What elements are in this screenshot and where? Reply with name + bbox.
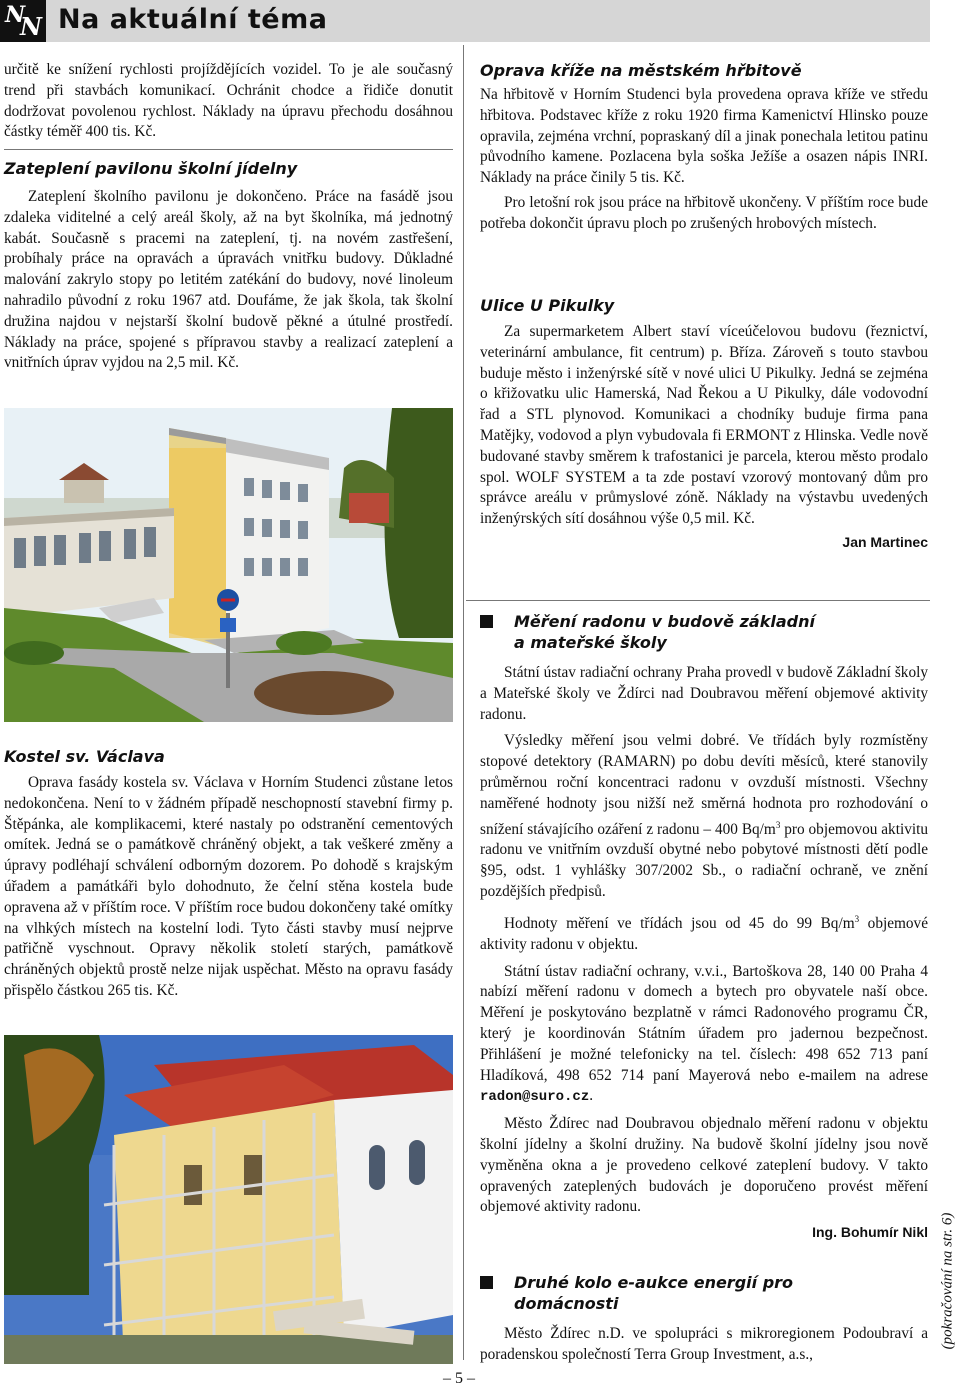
text-run: Hodnoty měření ve třídách jsou od 45 do 99 Bq/m: [504, 914, 855, 932]
article-title: Zateplení pavilonu školní jídelny: [4, 159, 298, 178]
section-header: [0, 0, 930, 42]
text-run: pro objemovou aktivitu radonu ve vnitřním ovzduší obytné nebo pobytové místnosti dětí podle §95, odst. 1 vyhlášky 307/2002 Sb., o radiační ochraně, ve znění pozdějších předpisů.: [480, 820, 929, 901]
school-photo: [4, 408, 453, 722]
article-paragraph: Město Ždírec n.D. ve spolupráci s mikroregionem Podoubraví a poradenskou společností Terra Group Investment, a.s.,: [480, 1325, 928, 1363]
article-radon: [480, 611, 928, 1243]
page-number: – 5 –: [443, 1370, 475, 1387]
eaukce-heading: [480, 1272, 928, 1314]
article-paragraph: Zateplení školního pavilonu je dokončeno. Práce na fasádě jsou zdaleka viditelné a celý areál školy, až na byt školníka, má jednotný kabát. Současně s pracemi na zateplení, tj. na novém zastřešení, probíhaly práce na opravách a úpravách vnitřku budovy. Důkladné malování zakrylo stopy po letitém zatékání do budovy, nové linoleum nahradilo původní z roku 1967 atd. Doufáme, že jak škola, tak školní družina najdou v nejstarší školní budově pěkné a útulné prostředí. Náklady na práce, spojené s přípravou stavby a realizací zateplení a vnitřních úprav vyjdou na 2,5 mil. Kč.: [4, 188, 453, 372]
article-kriz: [480, 60, 928, 235]
article-title-line1: Druhé kolo e-aukce energií pro: [514, 1273, 794, 1292]
text-run: Výsledky měření jsou velmi dobré. Ve třídách byly rozmístěny stopové detektory (RAMARN) po dobu devíti měsíců, které stanovily průměrnou roční koncentraci radonu v ovzduší místnosti. Všechny naměřené hodnoty jsou nižší než směrná hodnota pro rozhodování o snížení stávajícího ozáření z radonu – 400 Bq/m: [480, 732, 928, 838]
radon-heading: [480, 611, 928, 653]
article-paragraph: Oprava fasády kostela sv. Václava v Horním Studenci zůstane letos nedokončena. Není to v žádném případě neschopností stavební firmy p. Štěpánka, ale komplikacemi, které nastaly po odstranění cementových omítek. Jedná se o památkově chráněný objekt, a tak veškeré změny a úpravy podléhají schválení odborným dozorem. Po dohodě s krajským úřadem a památkáři bylo dohodnuto, že čelní stěna kostela bude opravena až v příštím roce. V příštím roce budou dokončeny také omítky na vlhkých místech na kostelní lodi. Tyto části stavby musí nejprve patřičně vyschnout. Opravy několik století starých, památkově chráněných objektů prostě nelze nijak uspěchat. Město na opravu fasády přispělo částkou 265 tis. Kč.: [4, 774, 453, 999]
article-title-line2: a mateřské školy: [514, 633, 667, 652]
superscript: 3: [854, 913, 860, 924]
article-pikulky: [480, 295, 928, 553]
article-title-line2: domácnosti: [514, 1294, 619, 1313]
article-title-line1: Měření radonu v budově základní: [514, 612, 815, 631]
article-paragraph: [480, 731, 928, 902]
logo-letter-1: N: [5, 2, 26, 28]
superscript: 3: [775, 819, 781, 830]
intro-paragraph: určitě ke snížení rychlosti projíždějících vozidel. To je ale současný trend při stavbách komunikací. Ochránit chodce a řidiče donutit dodržovat povolenou rychlost. Náklady na úpravu přechodu dosáhnou částky téměř 400 tis. Kč.: [4, 61, 453, 141]
article-paragraph: Město Ždírec nad Doubravou objednalo měření radonu v objektu školní jídelny a školní družiny. Na budově školní jídelny jsou nově vyměněna okna a je provedeno celkové zateplení budovy. V takto opravených zateplených budovách je doporučeno provést měření objemové aktivity radonu.: [480, 1115, 928, 1216]
author-signature: Ing. Bohumír Nikl: [812, 1224, 928, 1241]
continuation-note: [936, 1196, 960, 1366]
author-signature: Jan Martinec: [842, 533, 928, 550]
divider: [466, 600, 930, 601]
section-title: Na aktuální téma: [58, 4, 328, 35]
article-title: Oprava kříže na městském hřbitově: [480, 61, 802, 80]
article-paragraph: Za supermarketem Albert staví víceúčelovou budovu (řeznictví, veterinární ambulance, fit centrum) p. Bříza. Zároveň s touto stavbou buduje město i inženýrské sítě v nové ulici U Pikulky. Jedná se zejména o křižovatku ulic Hamerská, Nad Řekou a U Pikulky, dále vodovodní řad a STL plynovod. Komunikaci a chodníky buduje firma pana Matějky, vodovod a plyn vybudovala fi ERMONT z Hlinska. Vedle nově budované stavby směrem k trafostanici je parcela, kterou město prodalo spol. WOLF SYSTEM a ta zde postaví vzorový montovaný dům pro správce areálu v průmyslové zóně. Náklady na výstavbu uvedených inženýrských sítí dosáhnou výše 0,5 mil. Kč.: [480, 323, 928, 528]
article-eaukce: [480, 1272, 928, 1366]
logo-letter-2: N: [20, 12, 42, 41]
divider: [4, 149, 453, 150]
text-run: Státní ústav radiační ochrany, v.v.i., Bartoškova 28, 140 00 Praha 4 nabízí měření radonu v domech a bytech pro obyvatele naší obce. Měření je poskytováno bezplatně v rámci Radonového programu ČR, který je koordinován Státním úřadem pro jadernou bezpečnost. Přihlášení je možné telefonicky na tel. číslech: 498 652 713 paní Hladíková, 498 652 714 paní Mayerová nebo e-mailem na adrese: [480, 962, 928, 1084]
text-run: objemové aktivity radonu v objektu.: [480, 914, 928, 953]
bullet-square: [480, 615, 493, 628]
church-image: [4, 1035, 453, 1364]
article-paragraph: [480, 962, 928, 1109]
article-paragraph: Pro letošní rok jsou práce na hřbitově ukončeny. V příštím roce bude potřeba dokončit úpravu ploch po zrušených hrobových místech.: [480, 193, 928, 232]
article-paragraph: [480, 909, 928, 956]
article-zatepleni: [4, 158, 453, 374]
school-image: [4, 408, 453, 722]
article-title: Kostel sv. Václava: [4, 747, 165, 766]
magazine-logo: [0, 0, 46, 42]
text-run: .: [589, 1087, 594, 1105]
article-kostel: [4, 746, 453, 1002]
article-title: Ulice U Pikulky: [480, 296, 615, 315]
column-divider: [463, 45, 464, 1360]
bullet-square: [480, 1276, 493, 1289]
continuation-text: (pokračování na str. 6): [939, 1212, 956, 1350]
church-photo: [4, 1035, 453, 1364]
email-link[interactable]: radon@suro.cz: [480, 1089, 590, 1106]
left-column-top: [4, 60, 453, 143]
article-paragraph: Na hřbitově v Horním Studenci byla provedena oprava kříže ve středu hřbitova. Podstavec kříže z roku 1920 firma Kamenictví Hlinsko pouze opravila, zejména vrchní, popraskaný díl a jinak ponechala letitou patinu původního kamene. Pozlacena byla soška Ježíše a osazen nápis INRI. Náklady na práce činily 5 tis. Kč.: [480, 86, 928, 187]
article-paragraph: Státní ústav radiační ochrany Praha provedl v budově Základní školy a Mateřské školy ve Ždírci nad Doubravou měření objemové aktivity radonu.: [480, 664, 928, 723]
